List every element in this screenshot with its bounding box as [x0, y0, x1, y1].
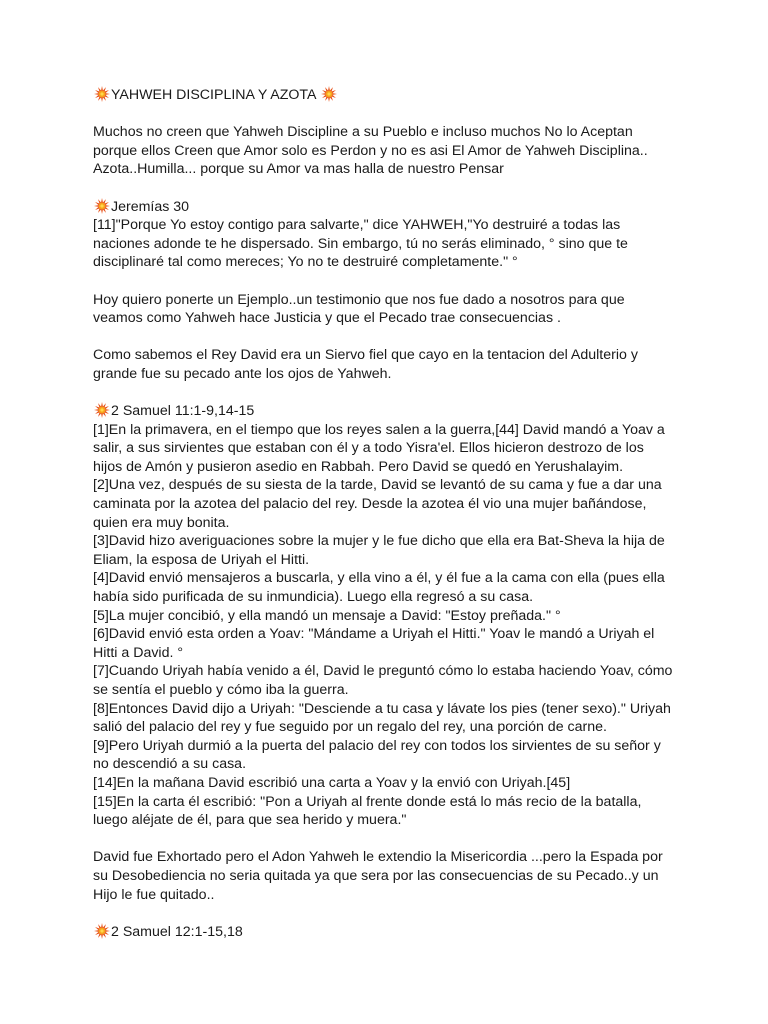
text-line: [9]Pero Uriyah durmió a la puerta del palacio del rey con todos los sirvientes de su señor y	[93, 737, 661, 754]
scripture-reference: Jeremías 30	[111, 198, 190, 215]
text-line: hijos de Amón y pusieron asedio en Rabbah. Pero David se quedó en Yerushalayim.	[93, 458, 624, 475]
text-line: no descendió a su casa.	[93, 756, 247, 773]
text-line: salió del palacio del rey y fue seguido por un regalo del rey, una porción de carne.	[93, 719, 607, 736]
conclusion-paragraph	[93, 848, 708, 904]
scripture-block-2samuel-11	[93, 402, 708, 830]
text-line: grande fue su pecado ante los ojos de Yahweh.	[93, 365, 392, 382]
text-line: Hijo le fue quitado..	[93, 886, 215, 903]
burst-icon	[93, 86, 111, 102]
scripture-reference: 2 Samuel 12:1-15,18	[111, 923, 243, 940]
text-line: Azota..Humilla... porque su Amor va mas halla de nuestro Pensar	[93, 161, 504, 178]
scripture-heading	[93, 923, 708, 942]
text-line: [8]Entonces David dijo a Uriyah: "Desciende a tu casa y lávate los pies (tener sexo)." Uriyah	[93, 700, 671, 717]
text-line: porque ellos Creen que Amor solo es Perdon y no es asi El Amor de Yahweh Disciplina..	[93, 142, 648, 159]
text-line: su Desobediencia no seria quitada ya que sera por las consecuencias de su Pecado..y un	[93, 867, 659, 884]
text-line: quien era muy bonita.	[93, 514, 230, 531]
text-line: luego aléjate de él, para que sea herido y muera."	[93, 812, 407, 829]
text-line: naciones adonde te he dispersado. Sin embargo, tú no serás eliminado, ° sino que te	[93, 235, 628, 252]
text-line: veamos como Yahweh hace Justicia y que el Pecado trae consecuencias .	[93, 310, 561, 327]
text-line: disciplinaré tal como mereces; Yo no te destruiré completamente." °	[93, 254, 518, 271]
text-line: [2]Una vez, después de su siesta de la tarde, David se levantó de su cama y fue a dar una	[93, 477, 662, 494]
intro-paragraph	[93, 123, 708, 179]
david-paragraph	[93, 346, 708, 383]
text-line: [11]"Porque Yo estoy contigo para salvarte," dice YAHWEH,"Yo destruiré a todas las	[93, 217, 621, 234]
text-line: [14]En la mañana David escribió una carta a Yoav y la envió con Uriyah.[45]	[93, 774, 571, 791]
scripture-reference: 2 Samuel 11:1-9,14-15	[111, 403, 255, 420]
document-title: YAHWEH DISCIPLINA Y AZOTA	[111, 87, 316, 103]
text-line: David fue Exhortado pero el Adon Yahweh le extendio la Misericordia ...pero la Espada por	[93, 849, 663, 866]
text-line: [4]David envió mensajeros a buscarla, y ella vino a él, y él fue a la cama con ella (pues ella	[93, 570, 665, 587]
text-line: Muchos no creen que Yahweh Discipline a su Pueblo e incluso muchos No lo Aceptan	[93, 124, 633, 141]
document-title-row	[93, 86, 708, 105]
text-line: Hitti a David. °	[93, 644, 184, 661]
text-line: caminata por la azotea del palacio del rey. Desde la azotea él vio una mujer bañándose,	[93, 496, 647, 513]
scripture-block-2samuel-12	[93, 923, 708, 942]
burst-icon	[93, 198, 111, 214]
text-line: [6]David envió esta orden a Yoav: "Mándame a Uriyah el Hitti." Yoav le mandó a Uriyah el	[93, 626, 655, 643]
text-line: Eliam, la esposa de Uriyah el Hitti.	[93, 551, 310, 568]
text-line: se sentía el pueblo y cómo iba la guerra.	[93, 682, 349, 698]
scripture-heading	[93, 402, 708, 421]
scripture-block-jeremias	[93, 198, 708, 272]
text-line: había sido purificada de su inmundicia). Luego ella regresó a su casa.	[93, 589, 534, 606]
text-line: [5]La mujer concibió, y ella mandó un mensaje a David: "Estoy preñada." °	[93, 607, 561, 624]
burst-icon	[93, 402, 111, 418]
burst-icon	[320, 86, 338, 102]
text-line: salir, a sus sirvientes que estaban con él y a todo Yisra'el. Ellos hicieron destrozo de los	[93, 440, 644, 457]
text-line: [3]David hizo averiguaciones sobre la mujer y le fue dicho que ella era Bat-Sheva la hija de	[93, 533, 665, 550]
text-line: Como sabemos el Rey David era un Siervo fiel que cayo en la tentacion del Adulterio y	[93, 347, 638, 364]
scripture-heading	[93, 198, 708, 217]
text-line: [1]En la primavera, en el tiempo que los reyes salen a la guerra,[44] David mandó a Yoav a	[93, 421, 665, 438]
example-paragraph	[93, 291, 708, 328]
text-line: [15]En la carta él escribió: "Pon a Uriyah al frente donde está lo más recio de la batalla,	[93, 793, 642, 810]
burst-icon	[93, 923, 111, 939]
text-line: [7]Cuando Uriyah había venido a él, David le preguntó cómo lo estaba haciendo Yoav, cómo	[93, 663, 673, 680]
text-line: Hoy quiero ponerte un Ejemplo..un testimonio que nos fue dado a nosotros para que	[93, 291, 625, 308]
